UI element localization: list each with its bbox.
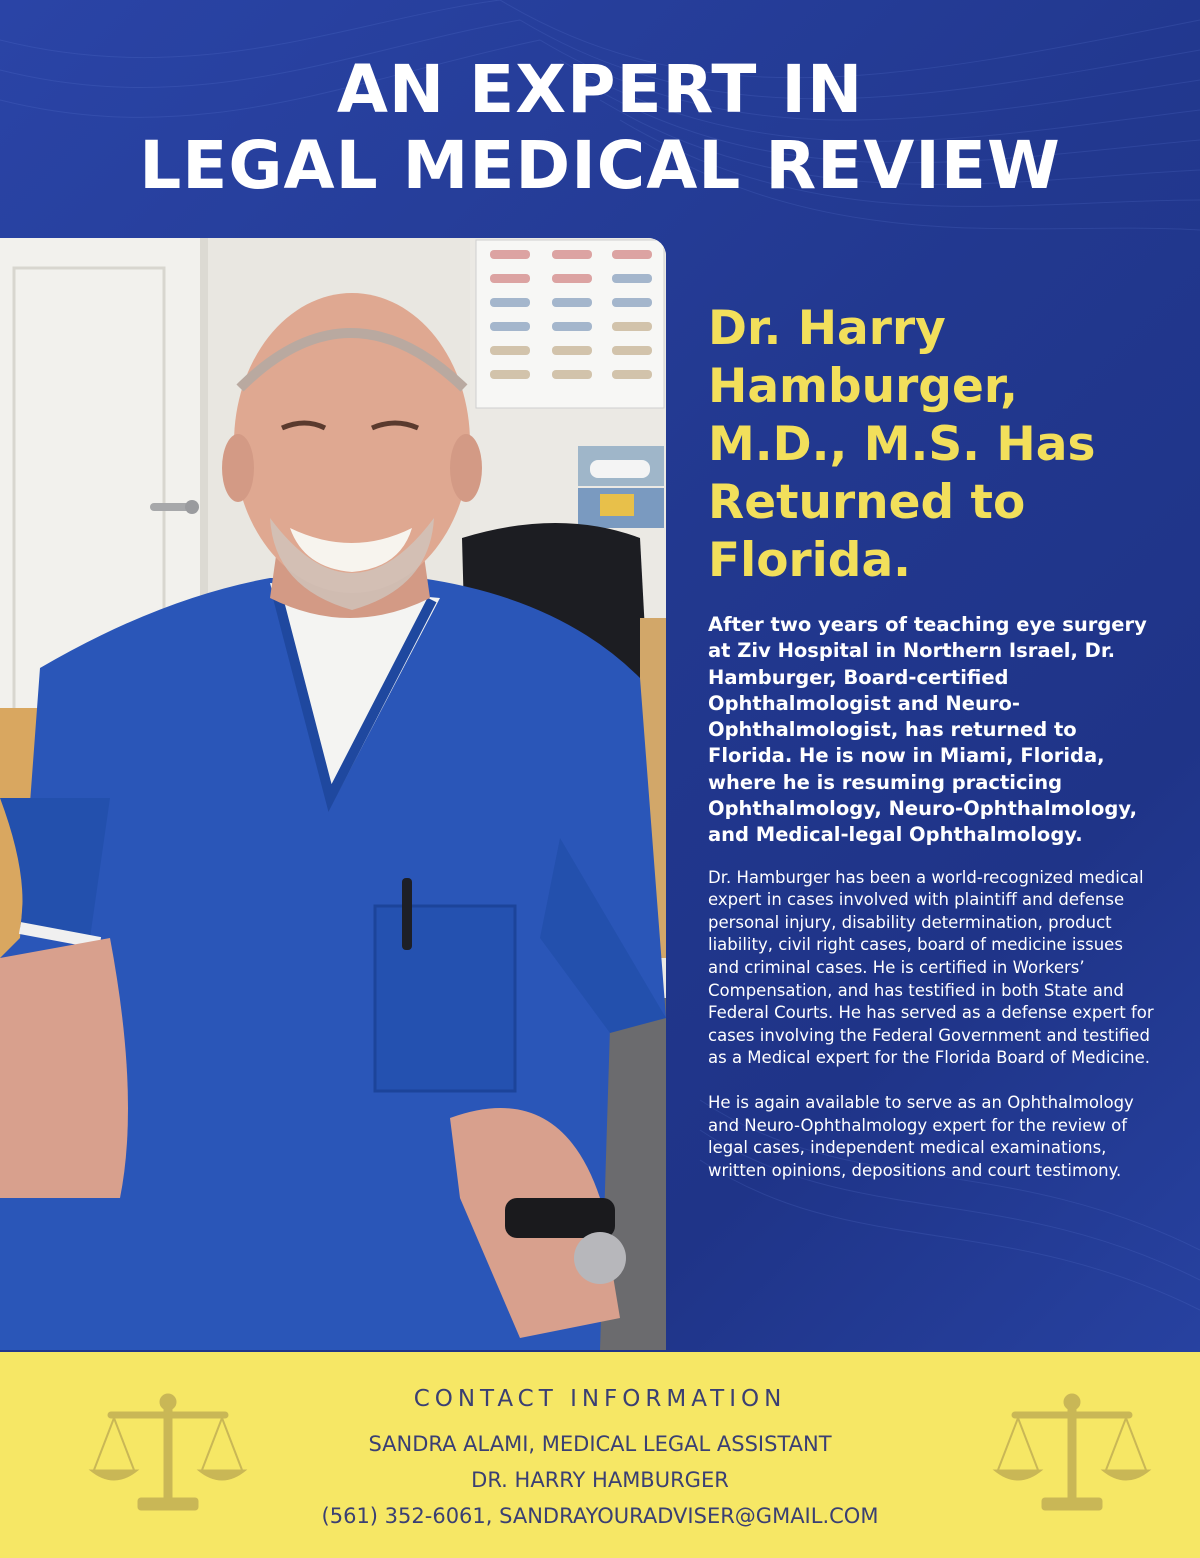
article-column <box>708 300 1158 1204</box>
doctor-photo-illustration <box>0 238 666 1350</box>
scales-of-justice-icon <box>992 1390 1152 1520</box>
scales-of-justice-icon <box>88 1390 248 1520</box>
contact-doctor: DR. HARRY HAMBURGER <box>471 1468 729 1492</box>
article-paragraph-1: Dr. Hamburger has been a world-recognized medical expert in cases involved with plaintiff and defense personal injury, disability determination, product liability, civil right cases, board of medicine issues and criminal cases. He is certified in Workers’ Compensation, and has testified in both State and Federal Courts. He has served as a defense expert for cases involving the Federal Government and testified as a Medical expert for the Florida Board of Medicine. <box>708 867 1154 1068</box>
contact-footer <box>0 1352 1200 1558</box>
headline-line-1: AN EXPERT IN <box>336 51 864 128</box>
contact-block <box>250 1382 950 1534</box>
contact-heading: CONTACT INFORMATION <box>413 1386 787 1412</box>
contact-assistant: SANDRA ALAMI, MEDICAL LEGAL ASSISTANT <box>368 1432 832 1456</box>
headline-line-2: LEGAL MEDICAL REVIEW <box>139 127 1061 204</box>
contact-phone-email: (561) 352-6061, SANDRAYOURADVISER@GMAIL.COM <box>321 1504 879 1528</box>
article-subhead: Dr. Harry Hamburger, M.D., M.S. Has Returned to Florida. <box>708 301 1096 588</box>
headline <box>0 52 1200 204</box>
article-lead: After two years of teaching eye surgery at Ziv Hospital in Northern Israel, Dr. Hamburger, Board-certified Ophthalmologist and Neuro-Ophthalmologist, has returned to Florida. He is now in Miami, Florida, where he is resuming practicing Ophthalmology, Neuro-Ophthalmology, and Medical-legal Ophthalmology. <box>708 613 1147 847</box>
article-paragraph-2: He is again available to serve as an Ophthalmology and Neuro-Ophthalmology expert for the review of legal cases, independent medical examinations, written opinions, depositions and court testimony. <box>708 1093 1134 1180</box>
doctor-photo <box>0 238 666 1350</box>
